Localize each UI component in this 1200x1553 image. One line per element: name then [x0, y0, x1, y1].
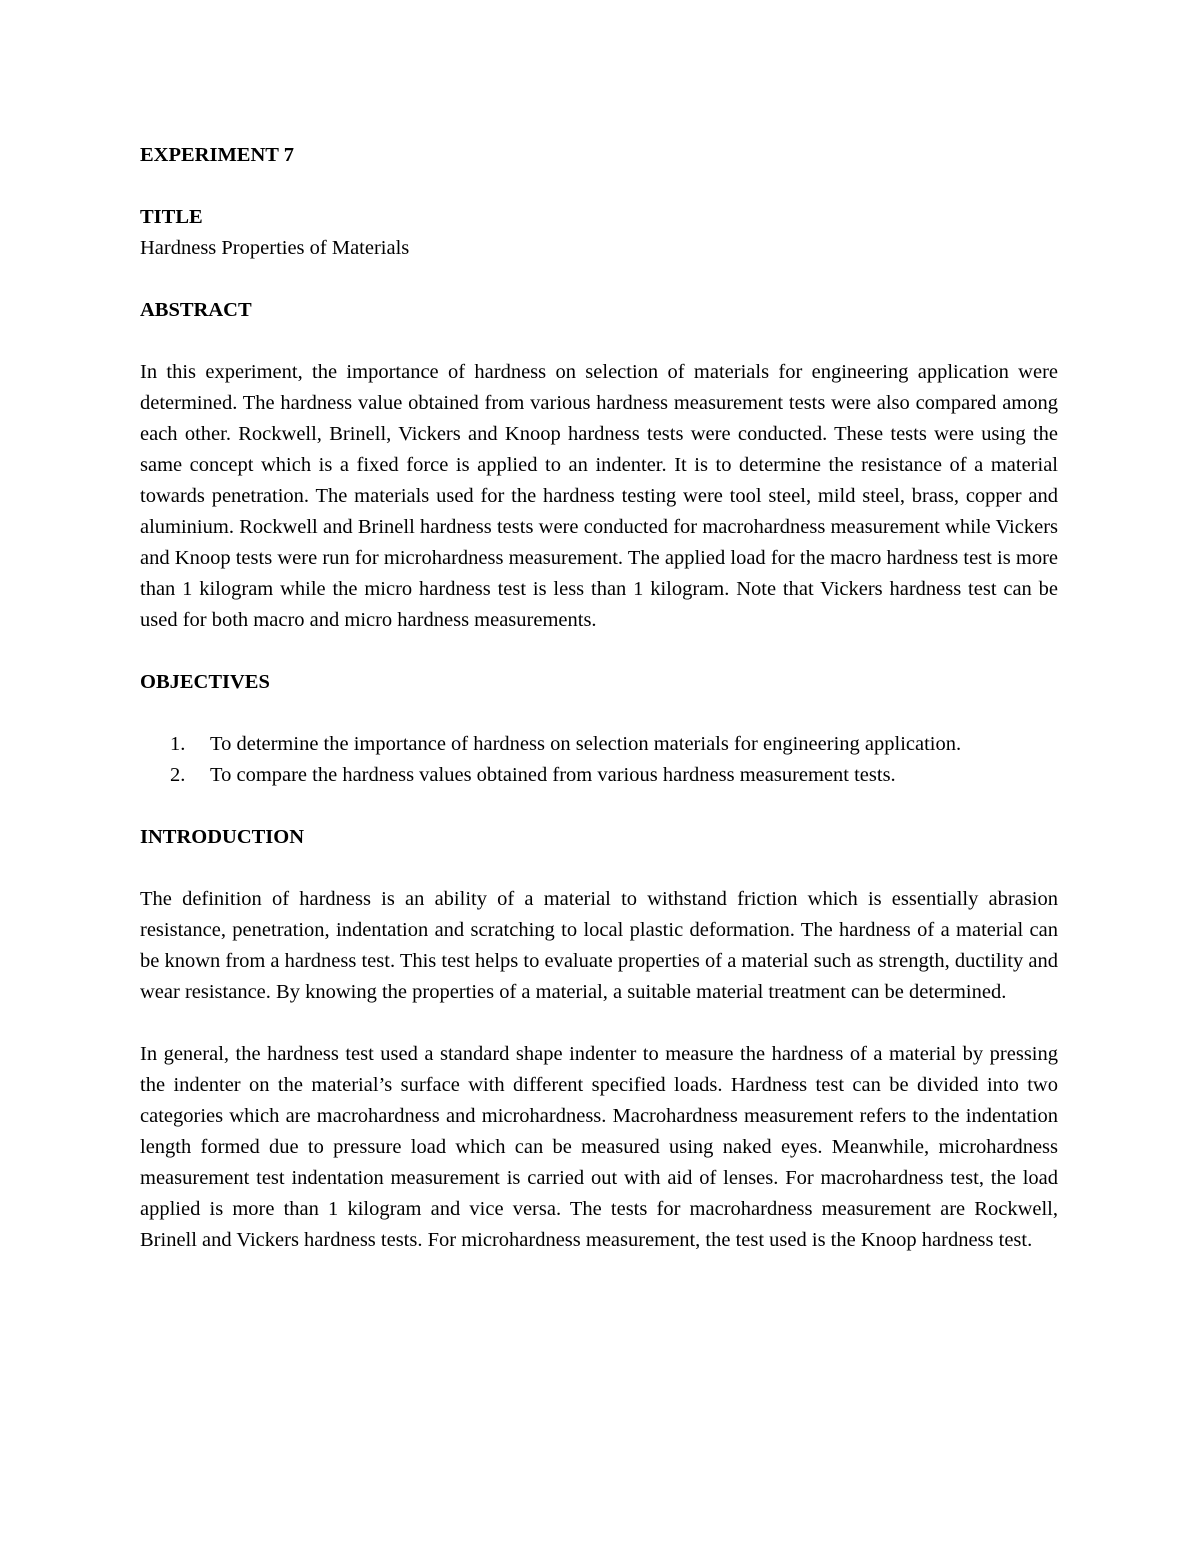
objectives-heading: OBJECTIVES [140, 671, 270, 693]
spacer [140, 791, 1058, 822]
objectives-list [140, 729, 1058, 791]
document-page [140, 140, 1058, 1256]
objective-text: To determine the importance of hardness on selection materials for engineering application. [210, 733, 962, 755]
objective-text: To compare the hardness values obtained from various hardness measurement tests. [210, 764, 896, 786]
introduction-paragraph: The definition of hardness is an ability of a material to withstand friction which is essentially abrasion resistance, penetration, indentation and scratching to local plastic deformation. The hardness of a material can be known from a hardness test. This test helps to evaluate properties of a material such as strength, ductility and wear resistance. By knowing the properties of a material, a suitable material treatment can be determined. [140, 888, 1058, 1003]
objective-item [170, 729, 1058, 760]
spacer [140, 264, 1058, 295]
spacer [140, 698, 1058, 729]
spacer [140, 853, 1058, 884]
spacer [140, 1008, 1058, 1039]
spacer [140, 636, 1058, 667]
objective-number: 2. [170, 764, 186, 786]
abstract-paragraph: In this experiment, the importance of hardness on selection of materials for engineering application were determined. The hardness value obtained from various hardness measurement tests were also compared among each other. Rockwell, Brinell, Vickers and Knoop hardness tests were conducted. These tests were using the same concept which is a fixed force is applied to an indenter. It is to determine the resistance of a material towards penetration. The materials used for the hardness testing were tool steel, mild steel, brass, copper and aluminium. Rockwell and Brinell hardness tests were conducted for macrohardness measurement while Vickers and Knoop tests were run for microhardness measurement. The applied load for the macro hardness test is more than 1 kilogram while the micro hardness test is less than 1 kilogram. Note that Vickers hardness test can be used for both macro and micro hardness measurements. [140, 361, 1058, 631]
objective-item [170, 760, 1058, 791]
objective-number: 1. [170, 733, 186, 755]
title-text: Hardness Properties of Materials [140, 237, 410, 259]
introduction-paragraph: In general, the hardness test used a standard shape indenter to measure the hardness of a material by pressing the indenter on the material’s surface with different specified loads. Hardness test can be divided into two categories which are macrohardness and microhardness. Macrohardness measurement refers to the indentation length formed due to pressure load which can be measured using naked eyes. Meanwhile, microhardness measurement test indentation measurement is carried out with aid of lenses. For macrohardness test, the load applied is more than 1 kilogram and vice versa. The tests for macrohardness measurement are Rockwell, Brinell and Vickers hardness tests. For microhardness measurement, the test used is the Knoop hardness test. [140, 1043, 1058, 1251]
spacer [140, 326, 1058, 357]
introduction-heading: INTRODUCTION [140, 826, 305, 848]
spacer [140, 171, 1058, 202]
experiment-heading: EXPERIMENT 7 [140, 144, 294, 166]
title-heading: TITLE [140, 206, 203, 228]
abstract-heading: ABSTRACT [140, 299, 252, 321]
